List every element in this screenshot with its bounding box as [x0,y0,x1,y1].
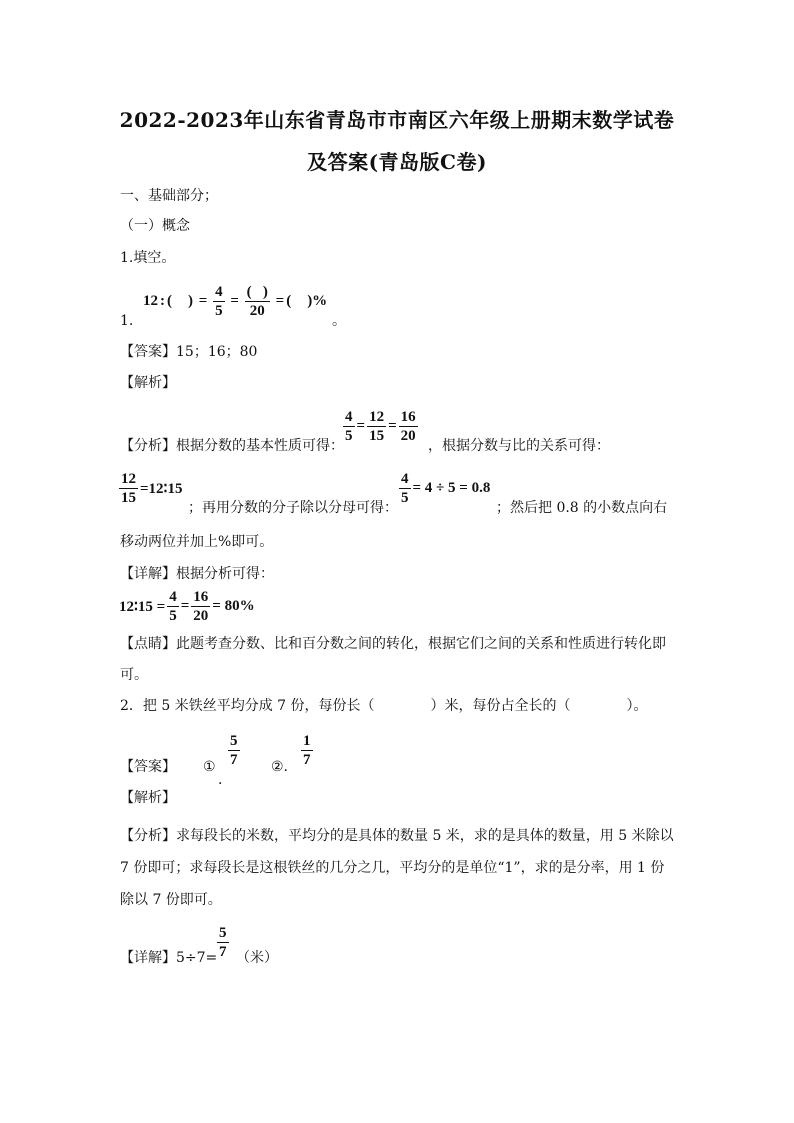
q1-ratio-formula: $\frac{12}{15}$ =12∶15 [121,471,183,506]
q2-answer-label: 【答案】 [120,759,176,775]
q1-detail: 【详解】根据分析可得： [120,566,274,582]
fraction-4-5: $\frac{4}{5}$ [215,284,223,319]
q2-answer-2-fraction: $\frac{1}{7}$ [303,733,311,768]
q2-detail-text: 【详解】5÷7= [120,950,218,966]
q1-fenxi-text: 【分析】根据分数的基本性质可得： [120,438,344,454]
q1-fill-formula [142,283,328,320]
q1-line2-mid: ；再用分数的分子除以分母可得： [188,500,398,516]
percent-blank: )% [307,293,328,309]
q2-dot: . [218,772,223,788]
q1-analysis-label: 【解析】 [120,375,176,391]
q2-detail-fraction: $\frac{5}{7}$ [219,925,227,960]
num-12: 12 [143,293,158,309]
q1-line2-post: ；然后把 0.8 的小数点向右 [496,500,668,516]
paren-left: ( [167,293,172,309]
paren-right: ) [188,293,193,309]
q1-item-label: 1. [120,313,134,329]
q1-line3: 移动两位并加上%即可。 [120,534,274,550]
q1-tip-line-1: 【点睛】此题考查分数、比和百分数之间的转化，根据它们之间的关系和性质进行转化即 [120,636,666,652]
q2-fenxi-line-1: 【分析】求每段长的米数，平均分的是具体的数量 5 米，求的是具体的数量，用 5 米除以 [120,828,674,844]
question-2-stem: 2．把 5 米铁丝平均分成 7 份，每份长（ ）米，每份占全长的（ ）。 [120,698,648,714]
document-title-line-2: 及答案(青岛版C卷) [307,150,487,174]
colon: : [160,293,165,309]
q2-fenxi-line-3: 除以 7 份即可。 [120,892,222,908]
q1-fenxi-formula: $\frac{4}{5}$ = $\frac{12}{15}$ = $\frac{16}{20}$ [345,409,416,444]
q1-fenxi-text-2: ，根据分数与比的关系可得： [428,438,610,454]
document-title-line-1: 2022-2023年山东省青岛市市南区六年级上册期末数学试卷 [119,108,675,132]
section-heading: 一、基础部分； [120,188,218,204]
q2-detail-unit: （米） [236,950,278,966]
fraction-blank-20: $\frac{( )}{20}$ [246,284,268,319]
equals: = [198,293,208,309]
q1-tip-line-2: 可。 [120,667,148,683]
q2-answer-1-fraction: $\frac{5}{7}$ [230,733,238,768]
equals: = [230,293,239,309]
q2-choice-1-marker: ① [203,759,216,775]
q1-division-formula: $\frac{4}{5}$ = 4 ÷ 5 = 0.8 [401,471,491,506]
question-1-stem: 1.填空。 [120,250,176,266]
q1-answer: 【答案】15；16；80 [120,344,258,360]
q2-fenxi-line-2: 7 份即可；求每段长是这根铁丝的几分之几，平均分的是单位“1”，求的是分率，用 1 份 [120,860,665,876]
subsection-heading: （一）概念 [120,218,190,234]
equals: = [275,293,285,309]
q2-choice-2-marker: ②. [271,759,289,775]
q2-analysis-label: 【解析】 [120,790,176,806]
q1-end-mark: 。 [332,313,346,329]
q1-detail-formula: 12∶15 = $\frac{4}{5}$ = $\frac{16}{20}$ = 80% [119,589,255,624]
paren-left: ( [286,293,292,309]
